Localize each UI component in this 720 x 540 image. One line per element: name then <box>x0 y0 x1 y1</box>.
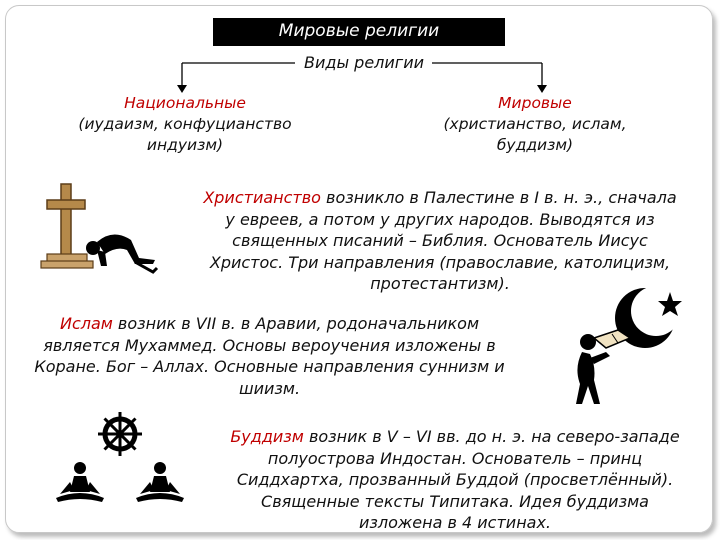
national-examples-line2: индуизм) <box>146 136 224 154</box>
world-examples-line2: буддизм) <box>496 136 574 154</box>
world-religions <box>410 93 660 156</box>
buddhism-text-2: полуострова Индостан. Основатель – принц <box>267 448 643 468</box>
cross-praying-icon <box>35 180 165 275</box>
christianity-text-1: возникло в Палестине в I в. н. э., сначала <box>320 188 677 207</box>
buddhism-text-3: Сиддхартха, прозванный Буддой (просветлённый). <box>236 470 674 489</box>
national-religions <box>50 93 320 156</box>
buddhism-paragraph <box>195 426 715 534</box>
crescent-star-reader-icon <box>560 280 695 410</box>
world-examples-line1: (христианство, ислам, <box>443 115 627 133</box>
national-examples-line1: (иудаизм, конфуцианство <box>78 115 292 133</box>
islam-text-4: шиизм. <box>238 378 301 398</box>
islam-name: Ислам <box>59 314 113 333</box>
christianity-text-3: священных писаний – Библия. Основатель Иисус <box>232 231 648 250</box>
dharma-wheel-meditation-icon <box>40 410 200 505</box>
christianity-paragraph <box>165 187 715 295</box>
buddhism-line1 <box>195 426 715 448</box>
buddhism-text-5: изложена в 4 истинах. <box>358 513 552 532</box>
christianity-text-5: протестантизм). <box>370 274 510 293</box>
slide-title: Мировые религии <box>213 18 505 46</box>
islam-text-3: Коране. Бог – Аллах. Основные направления суннизм и <box>34 357 505 376</box>
religion-types-label: Виды религии <box>304 53 424 72</box>
buddhism-name: Буддизм <box>230 427 304 446</box>
buddhism-text-1: возник в V – VI вв. до н. э. на северо-западе <box>303 427 680 446</box>
islam-text-1: возник в VII в. в Аравии, родоначальником <box>112 314 480 333</box>
christianity-text-2: у евреев, а потом у других народов. Выводятся из <box>225 209 655 229</box>
buddhism-text-4: Священные тексты Типитака. Идея буддизма <box>261 491 649 511</box>
islam-text-2: является Мухаммед. Основы вероучения изложены в <box>43 335 496 355</box>
christianity-text-4: Христос. Три направления (православие, католицизм, <box>209 252 671 272</box>
christianity-line1 <box>165 187 715 209</box>
islam-line1 <box>2 313 537 335</box>
national-label: Национальные <box>124 94 246 112</box>
islam-paragraph <box>2 313 537 399</box>
world-label: Мировые <box>498 94 572 112</box>
christianity-name: Христианство <box>203 188 321 207</box>
